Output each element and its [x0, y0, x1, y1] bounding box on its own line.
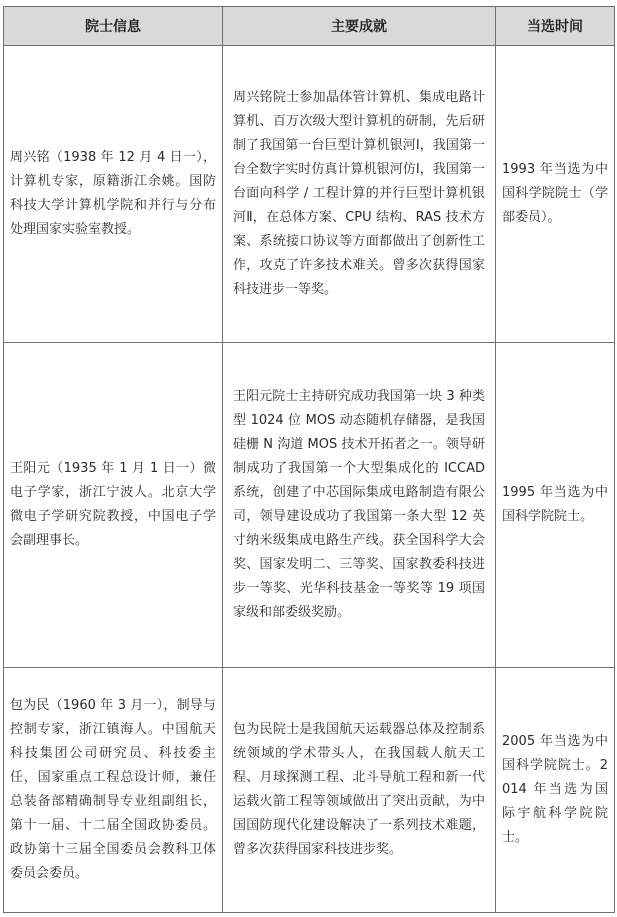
info-text: 包为民（1960 年 3 月一），制导与控制专家，浙江镇海人。中国航天科技集团公司研究员、科技委主任，国家重点工程总设计师，兼任总装备部精确制导专业组副组长，第十一届、十二届全国政协委员。政协第十三届全国委员会教科卫体委员会委员。: [10, 698, 216, 881]
header-achievements: 主要成就: [223, 7, 496, 46]
cell-achievements: [223, 668, 496, 913]
elected-text: 1993 年当选为中国科学院院士（学部委员）。: [502, 162, 608, 225]
achievements-text: 包为民院士是我国航天运载器总体及控制系统领域的学术带头人，在我国载人航天工程、月球探测工程、北斗导航工程和新一代运载火箭工程等领域做出了突出贡献，为中国国防现代化建设解决了一系列技术难题，曾多次获得国家科技进步奖。: [233, 722, 485, 857]
cell-info: [4, 343, 223, 668]
cell-achievements: [223, 343, 496, 668]
achievements-text: 周兴铭院士参加晶体管计算机、集成电路计算机、百万次级大型计算机的研制，先后研制了我国第一台巨型计算机银河Ⅰ，我国第一台全数字实时仿真计算机银河仿Ⅰ，我国第一台面向科学 / 工程计算的并行巨型计算机银河Ⅱ，在总体方案、CPU 结构、RAS 技术方案、系统接口协议等方面都做出了创新性工作，攻克了许多技术难关。曾多次获得国家科技进步一等奖。: [233, 90, 485, 297]
cell-info: [4, 668, 223, 913]
table-row: [4, 343, 615, 668]
cell-achievements: [223, 46, 496, 343]
cell-elected: [496, 668, 615, 913]
header-elected: 当选时间: [496, 7, 615, 46]
table-row: [4, 46, 615, 343]
elected-text: 1995 年当选为中国科学院院士。: [502, 485, 608, 524]
table-row: [4, 668, 615, 913]
header-info: 院士信息: [4, 7, 223, 46]
academician-table: [3, 6, 615, 913]
academician-table-container: [3, 6, 614, 913]
achievements-text: 王阳元院士主持研究成功我国第一块 3 种类型 1024 位 MOS 动态随机存储器，是我国硅栅 N 沟道 MOS 技术开拓者之一。领导研制成功了我国第一个大型集成化的 ICCAD 系统，创建了中芯国际集成电路制造有限公司，领导建设成功了我国第一条大型 12 英寸纳米级集成电路生产线。获全国科学大会奖、国家发明二、三等奖、国家教委科技进步一等奖、光华科技基金一等奖等 19 项国家级和部委级奖励。: [233, 389, 485, 620]
table-header-row: [4, 7, 615, 46]
elected-text: 2005 年当选为中国科学院院士。2014 年当选为国际宇航科学院院士。: [502, 734, 608, 845]
cell-info: [4, 46, 223, 343]
cell-elected: [496, 343, 615, 668]
cell-elected: [496, 46, 615, 343]
info-text: 周兴铭（1938 年 12 月 4 日一），计算机专家，原籍浙江余姚。国防科技大学计算机学院和并行与分布处理国家实验室教授。: [10, 150, 216, 237]
info-text: 王阳元（1935 年 1 月 1 日一）微电子学家，浙江宁波人。北京大学微电子学研究院教授，中国电子学会副理事长。: [10, 461, 216, 548]
